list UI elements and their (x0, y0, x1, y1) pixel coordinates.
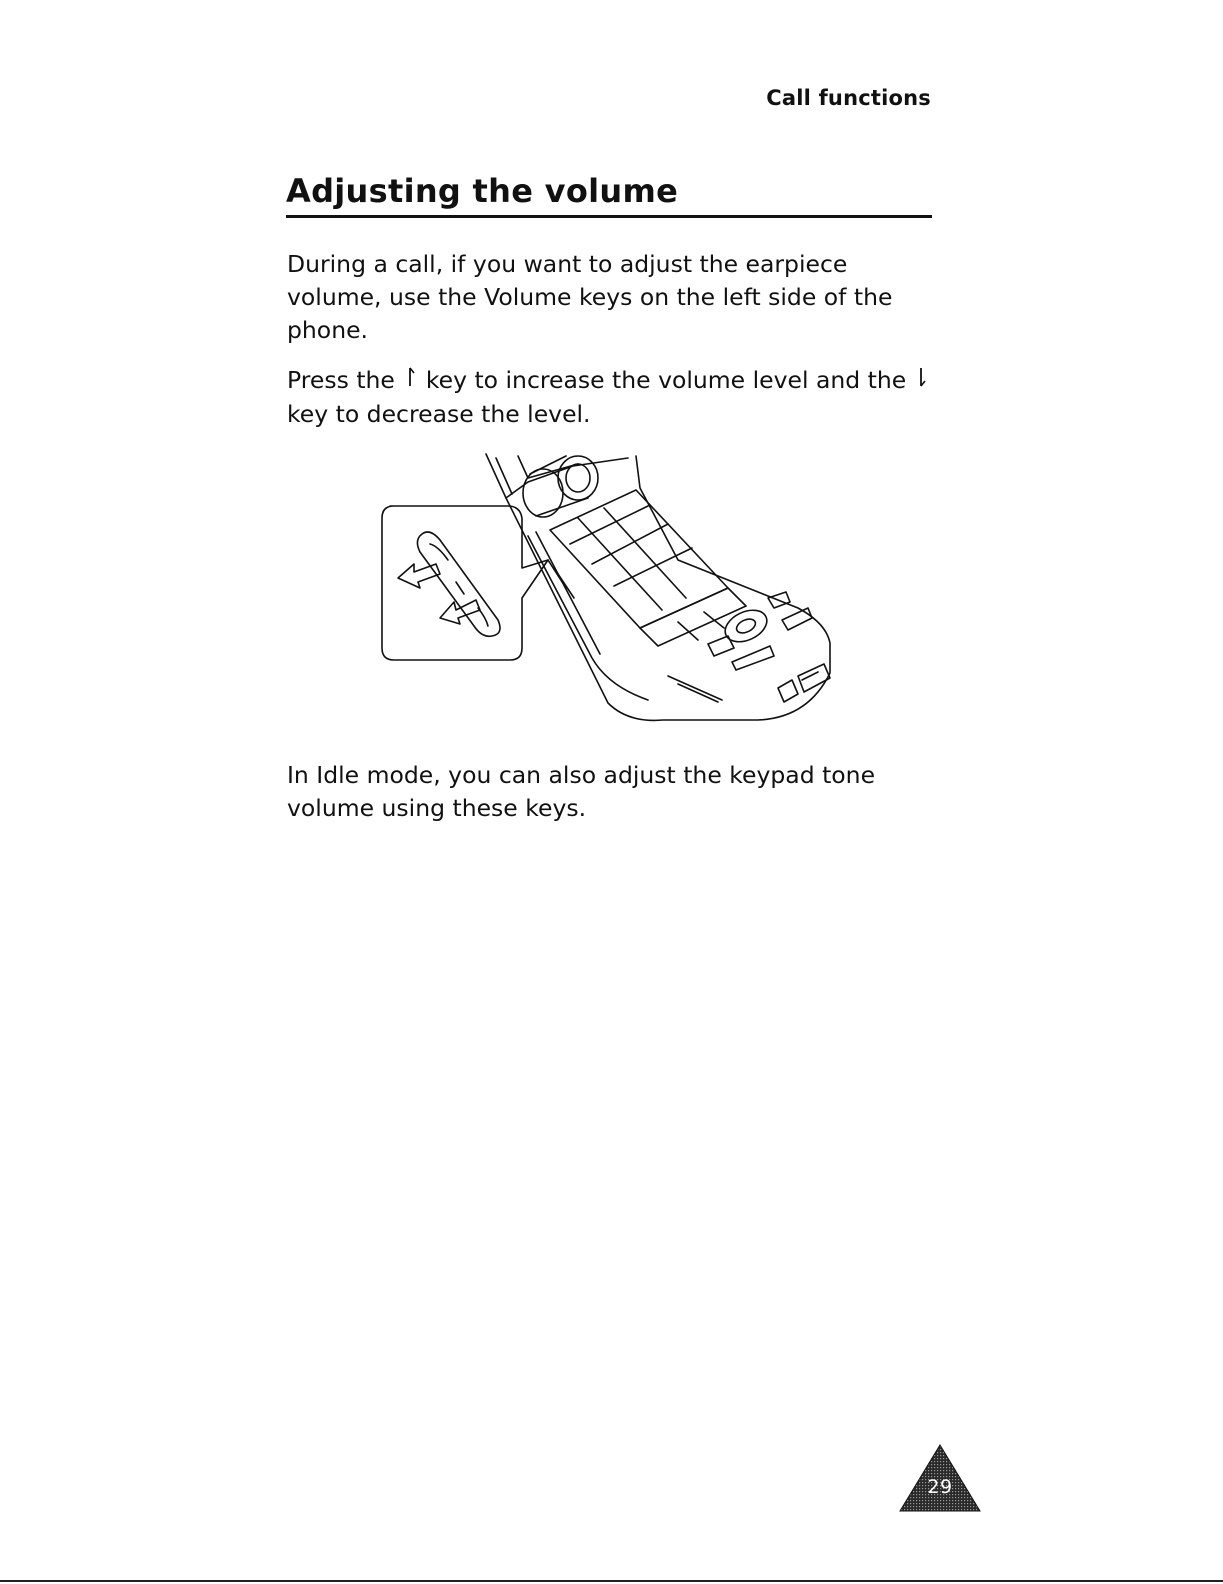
page-number: 29 (927, 1476, 953, 1498)
paragraph-earpiece-volume: During a call, if you want to adjust the earpiece volume, use the Volume keys on the left side of the phone. (287, 250, 893, 344)
paragraph-volume-keys (287, 364, 937, 431)
page-header-section: Call functions (766, 86, 931, 110)
volume-down-key-icon (914, 365, 930, 398)
phone-volume-keys-illustration (378, 448, 848, 728)
paragraph-text: key to decrease the level. (287, 400, 591, 428)
page-bottom-border (0, 1580, 1223, 1582)
title-underline (286, 215, 932, 218)
paragraph-text: Press the (287, 366, 395, 394)
volume-up-key-icon (402, 365, 418, 398)
section-title: Adjusting the volume (286, 172, 679, 210)
paragraph-text: key to increase the volume level and the (425, 366, 907, 394)
paragraph-idle-mode: In Idle mode, you can also adjust the keypad tone volume using these keys. (287, 761, 876, 822)
